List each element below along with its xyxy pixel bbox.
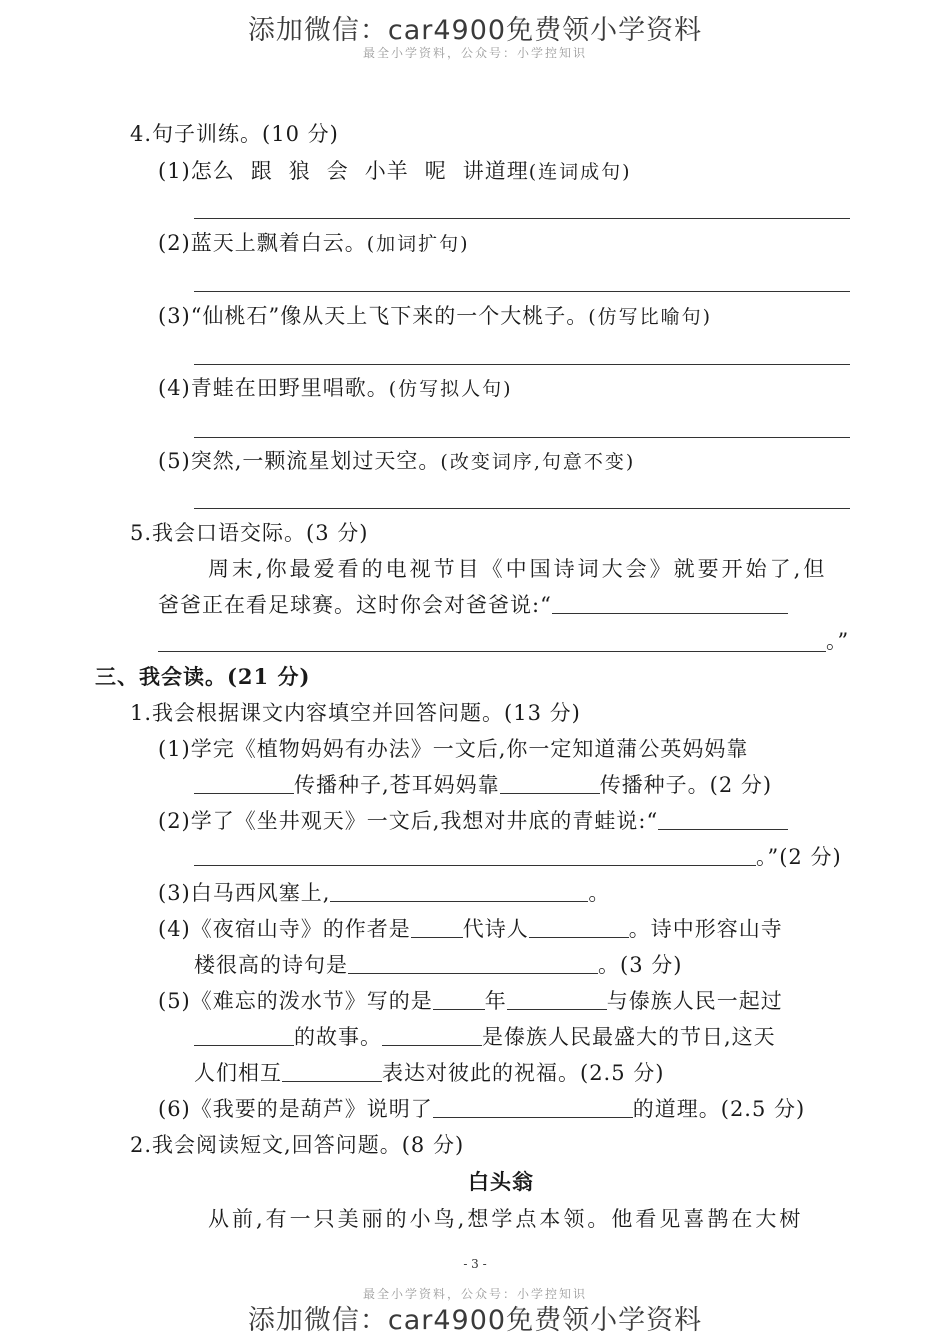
answer-line[interactable]	[158, 651, 826, 652]
answer-blank[interactable]	[411, 917, 463, 938]
q4-s2-hint: (加词扩句)	[366, 233, 470, 255]
q4-s5	[158, 447, 635, 476]
answer-blank[interactable]	[382, 1025, 482, 1046]
passage-title: 白头翁	[468, 1169, 534, 1194]
q4-s5-hint: (改变词序,句意不变)	[440, 451, 636, 473]
sec3-q1-p5-e-text: 是傣族人民最盛大的节日,这天	[482, 1025, 776, 1049]
answer-line[interactable]	[194, 364, 850, 365]
q4-s1-word: 讲道理	[462, 159, 529, 183]
passage-line1: 从前,有一只美丽的小鸟,想学点本领。他看见喜鹊在大树	[208, 1207, 804, 1231]
q4-s4-hint: (仿写拟人句)	[388, 378, 513, 400]
q5-title: 5.我会口语交际。(3 分)	[130, 521, 369, 545]
q4-s1-num: (1)	[158, 159, 191, 183]
answer-line[interactable]	[194, 508, 850, 509]
sec3-q1-p5-b-text: 年	[484, 989, 507, 1013]
q4-s1-word: 小羊	[364, 159, 409, 183]
q4-s2	[158, 229, 470, 258]
sec3-q1-p4-c-text: 。诗中形容山寺	[628, 917, 783, 941]
watermark-top: 添加微信：car4900免费领小学资料	[247, 15, 703, 46]
sec3-q1-p4-d-text: 楼很高的诗句是	[194, 953, 348, 977]
q4-s1-word: 怎么	[190, 159, 235, 183]
answer-blank[interactable]	[433, 989, 485, 1010]
q4-s5-text: (5)突然,一颗流星划过天空。	[158, 449, 441, 473]
answer-blank[interactable]	[194, 1025, 294, 1046]
q4-s1-word: 呢	[424, 159, 447, 183]
sec3-q1-p4-a-text: (4)《夜宿山寺》的作者是	[158, 917, 411, 941]
q5-line2	[158, 591, 788, 619]
q4-title: 4.句子训练。(10 分)	[130, 122, 339, 146]
sec3-q1-p4	[158, 915, 783, 943]
answer-blank[interactable]	[194, 845, 756, 866]
answer-blank[interactable]	[552, 593, 788, 614]
sec3-q1-p4-b-text: 代诗人	[462, 917, 529, 941]
answer-blank[interactable]	[348, 953, 598, 974]
sec3-q1-p2-a-text: (2)学了《坐井观天》一文后,我想对井底的青蛙说:“	[158, 809, 659, 833]
sec3-q1-p3-a-text: (3)白马西风塞上,	[158, 881, 331, 905]
answer-line[interactable]	[194, 437, 850, 438]
sec3-q1-p6	[158, 1095, 805, 1123]
q4-s3-hint: (仿写比喻句)	[588, 306, 713, 328]
watermark-bottom: 添加微信：car4900免费领小学资料	[247, 1305, 703, 1336]
sec3-q1-p5	[158, 987, 783, 1015]
sec3-q1-p2	[158, 807, 788, 835]
sec3-q1-title: 1.我会根据课文内容填空并回答问题。(13 分)	[130, 701, 581, 725]
q4-s2-text: (2)蓝天上飘着白云。	[158, 231, 367, 255]
q4-s1-word: 狼	[288, 159, 311, 183]
sec3-q1-p2-b-text: 。”(2 分)	[756, 845, 842, 869]
q4-s4-text: (4)青蛙在田野里唱歌。	[158, 376, 389, 400]
q5-line1: 周末,你最爱看的电视节目《中国诗词大会》就要开始了,但	[208, 557, 828, 581]
q4-s1-hint: (连词成句)	[528, 161, 632, 183]
answer-blank[interactable]	[330, 881, 588, 902]
answer-blank[interactable]	[500, 773, 600, 794]
section-3-title: 三、我会读。(21 分)	[95, 664, 311, 689]
q5-line2-text: 爸爸正在看足球赛。这时你会对爸爸说:“	[158, 593, 552, 617]
sec3-q1-p6-a-text: (6)《我要的是葫芦》说明了	[158, 1097, 433, 1121]
sec3-q1-p1-a: (1)学完《植物妈妈有办法》一文后,你一定知道蒲公英妈妈靠	[158, 737, 749, 761]
sec3-q1-p5-line2	[194, 1023, 776, 1051]
answer-blank[interactable]	[194, 773, 294, 794]
sec3-q1-p5-f-text: 人们相互	[194, 1061, 282, 1085]
sec3-q1-p1-b-text: 传播种子,苍耳妈妈靠	[294, 773, 500, 797]
answer-line[interactable]	[194, 218, 850, 219]
sec3-q1-p4-e-text: 。(3 分)	[598, 953, 683, 977]
sec3-q1-p6-b-text: 的道理。(2.5 分)	[632, 1097, 806, 1121]
answer-blank[interactable]	[529, 917, 629, 938]
sec3-q1-p5-a-text: (5)《难忘的泼水节》写的是	[158, 989, 433, 1013]
sec3-q1-p5-g-text: 表达对彼此的祝福。(2.5 分)	[382, 1061, 665, 1085]
sec3-q1-p5-d-text: 的故事。	[294, 1025, 382, 1049]
answer-blank[interactable]	[282, 1061, 382, 1082]
q4-s1	[158, 157, 632, 186]
q4-s4	[158, 374, 513, 403]
q4-s1-word: 跟	[250, 159, 273, 183]
sec3-q1-p3	[158, 879, 610, 907]
sec3-q1-p5-line3	[194, 1059, 664, 1087]
sec3-q1-p2-line2	[194, 843, 842, 871]
watermark-subtext-top: 最全小学资料，公众号：小学控知识	[362, 46, 587, 60]
answer-blank[interactable]	[507, 989, 607, 1010]
page-number: - 3 -	[463, 1257, 487, 1271]
sec3-q2-title: 2.我会阅读短文,回答问题。(8 分)	[130, 1133, 465, 1157]
sec3-q1-p4-line2	[194, 951, 682, 979]
answer-blank[interactable]	[658, 809, 788, 830]
q5-end: 。”	[826, 629, 850, 653]
sec3-q1-p3-b-text: 。	[588, 881, 611, 905]
answer-blank[interactable]	[433, 1097, 633, 1118]
q4-s1-word: 会	[326, 159, 349, 183]
sec3-q1-p1-b	[194, 771, 772, 799]
answer-line[interactable]	[194, 291, 850, 292]
q4-s3-text: (3)“仙桃石”像从天上飞下来的一个大桃子。	[158, 304, 589, 328]
sec3-q1-p1-c-text: 传播种子。(2 分)	[599, 773, 773, 797]
watermark-subtext-bottom: 最全小学资料，公众号：小学控知识	[362, 1287, 587, 1301]
sec3-q1-p5-c-text: 与傣族人民一起过	[606, 989, 783, 1013]
q4-s3	[158, 302, 712, 331]
